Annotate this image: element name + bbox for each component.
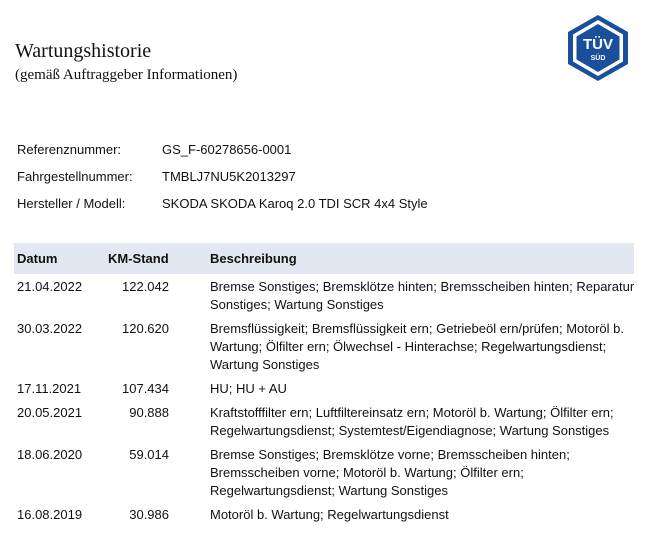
row-km: 122.042 bbox=[122, 279, 169, 294]
row-km: 59.014 bbox=[129, 447, 169, 462]
reference-label: Referenznummer: bbox=[17, 142, 122, 157]
table-row bbox=[14, 446, 634, 506]
page-subtitle: (gemäß Auftraggeber Informationen) bbox=[15, 67, 238, 83]
row-description-line: Bremse Sonstiges; Bremsklötze vorne; Bremsscheiben hinten; bbox=[210, 447, 570, 462]
table-row bbox=[14, 404, 634, 446]
row-date: 30.03.2022 bbox=[17, 321, 83, 336]
table-row bbox=[14, 278, 634, 320]
table-header bbox=[14, 243, 634, 274]
row-description bbox=[210, 380, 636, 398]
row-km: 120.620 bbox=[122, 321, 169, 336]
row-km: 107.434 bbox=[122, 381, 169, 396]
row-km: 90.888 bbox=[129, 405, 169, 420]
row-description-line: Motoröl b. Wartung; Regelwartungsdienst bbox=[210, 507, 449, 522]
row-description-line: Wartung Sonstiges bbox=[210, 357, 320, 372]
row-description bbox=[210, 446, 636, 500]
row-km: 30.986 bbox=[129, 507, 169, 522]
row-description-line: HU; HU + AU bbox=[210, 381, 287, 396]
table-row bbox=[14, 380, 634, 404]
column-header-km: KM-Stand bbox=[108, 251, 169, 266]
row-date: 16.08.2019 bbox=[17, 507, 83, 522]
row-description-line: Wartung; Ölfilter ern; Ölwechsel - Hinterachse; Regelwartungsdienst; bbox=[210, 339, 607, 354]
table-row bbox=[14, 320, 634, 380]
tuv-sud-logo-icon bbox=[565, 14, 631, 82]
row-description-line: Bremsscheiben vorne; Motoröl b. Wartung; Ölfilter ern; bbox=[210, 465, 524, 480]
logo-text-line2: SÜD bbox=[590, 55, 606, 62]
row-date: 17.11.2021 bbox=[17, 381, 82, 396]
logo-text-line1: TÜV bbox=[583, 36, 613, 53]
row-date: 21.04.2022 bbox=[17, 279, 83, 294]
row-description-line: Kraftstofffilter ern; Luftfiltereinsatz ern; Motoröl b. Wartung; Ölfilter ern; bbox=[210, 405, 614, 420]
row-description bbox=[210, 506, 636, 524]
row-description bbox=[210, 404, 636, 440]
model-value: SKODA SKODA Karoq 2.0 TDI SCR 4x4 Style bbox=[162, 196, 428, 211]
row-description-line: Regelwartungsdienst; Wartung Sonstiges bbox=[210, 483, 448, 498]
row-date: 18.06.2020 bbox=[17, 447, 83, 462]
vin-value: TMBLJ7NU5K2013297 bbox=[162, 169, 296, 184]
table-row bbox=[14, 506, 634, 530]
row-date: 20.05.2021 bbox=[17, 405, 83, 420]
row-description-line: Bremsflüssigkeit; Bremsflüssigkeit ern; Getriebeöl ern/prüfen; Motoröl b. bbox=[210, 321, 625, 336]
model-label: Hersteller / Modell: bbox=[17, 196, 126, 211]
column-header-description: Beschreibung bbox=[210, 251, 297, 266]
row-description-line: Bremse Sonstiges; Bremsklötze hinten; Bremsscheiben hinten; Reparatur bbox=[210, 279, 635, 294]
row-description bbox=[210, 278, 636, 314]
table-body bbox=[14, 274, 634, 530]
column-header-date: Datum bbox=[17, 251, 58, 266]
maintenance-history-table bbox=[14, 243, 634, 530]
row-description-line: Regelwartungsdienst; Systemtest/Eigendiagnose; Wartung Sonstiges bbox=[210, 423, 610, 438]
row-description-line: Sonstiges; Wartung Sonstiges bbox=[210, 297, 384, 312]
row-description bbox=[210, 320, 636, 374]
page-title: Wartungshistorie bbox=[15, 40, 152, 62]
vin-label: Fahrgestellnummer: bbox=[17, 169, 133, 184]
reference-value: GS_F-60278656-0001 bbox=[162, 142, 292, 157]
